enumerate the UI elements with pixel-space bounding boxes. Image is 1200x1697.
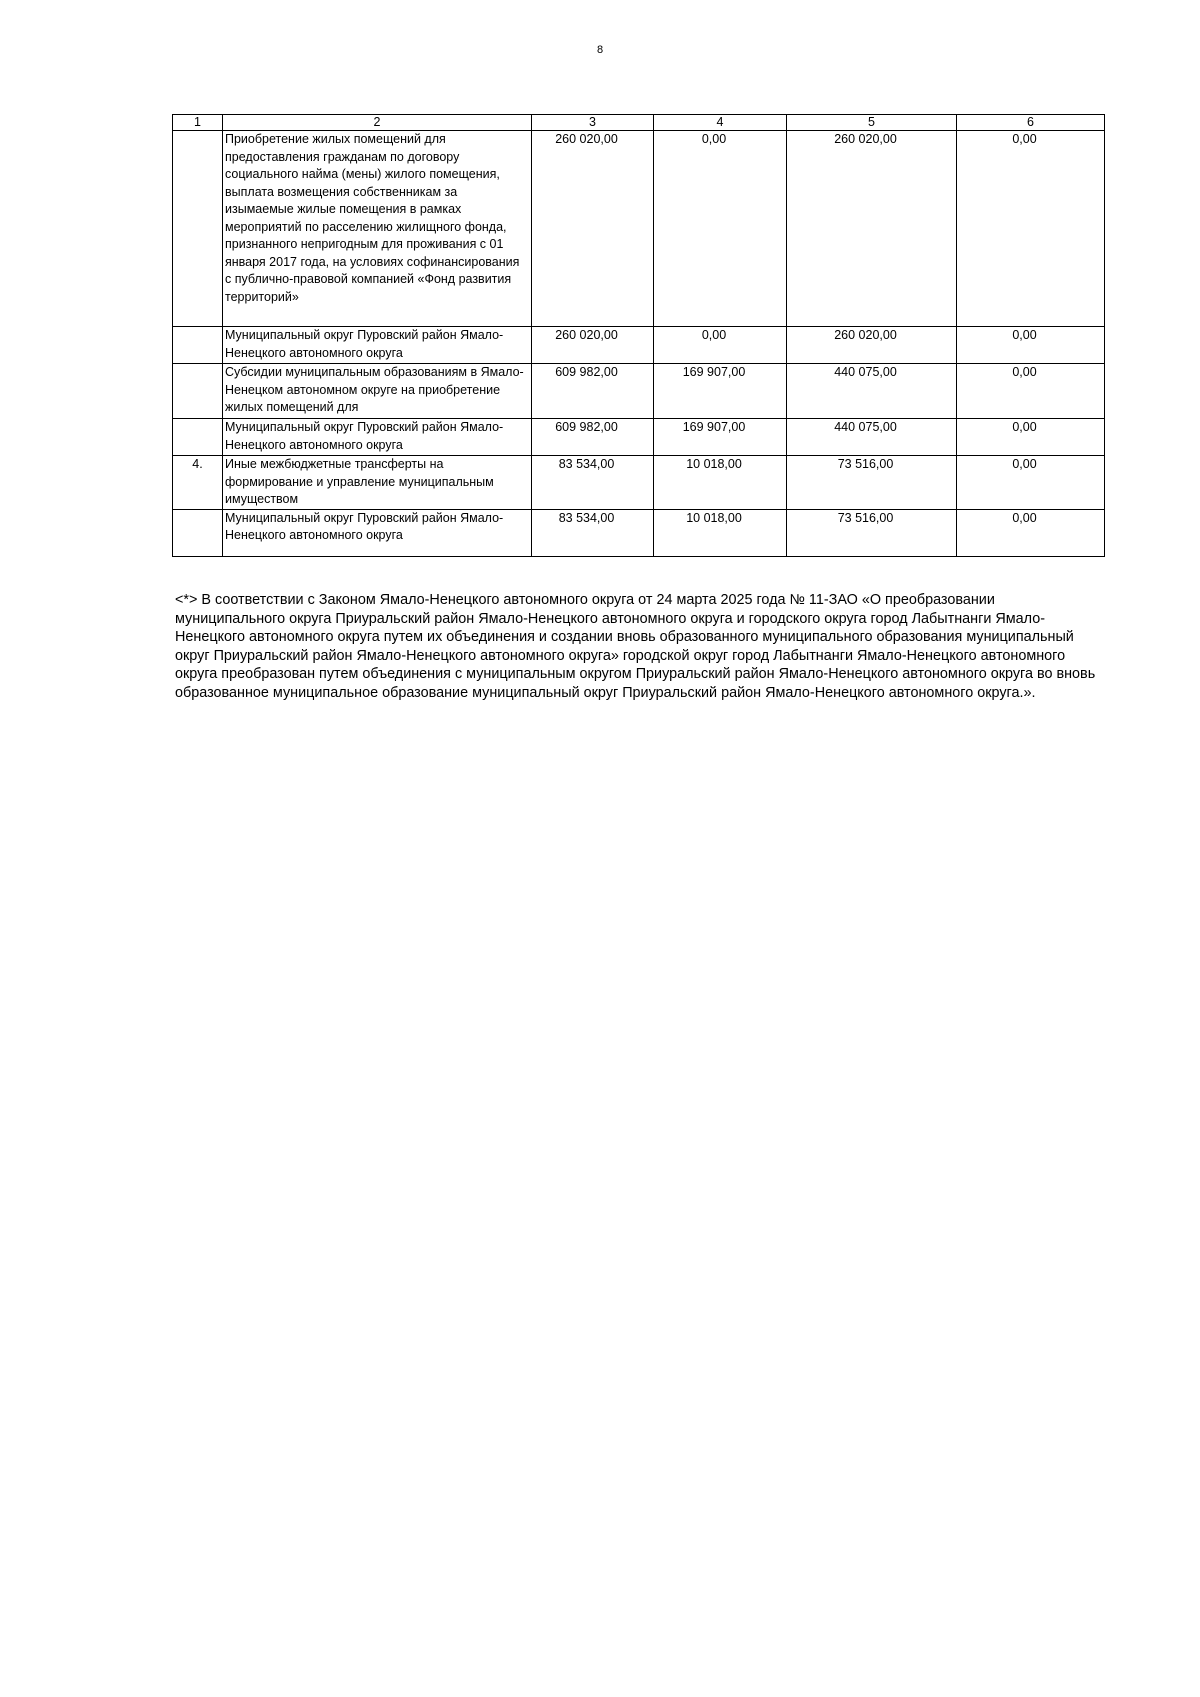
budget-table: [172, 114, 1105, 557]
row-number: [173, 509, 223, 556]
table-row: [173, 456, 1105, 510]
row-number: [173, 364, 223, 419]
value-col-5: 73 516,00: [787, 509, 957, 556]
table-row: [173, 509, 1105, 556]
row-description: Приобретение жилых помещений для предоставления гражданам по договору социального найма (мены) жилого помещения, выплата возмещения собственникам за изымаемые жилые помещения в рамках мероприятий по расселению жилищного фонда, признанного непригодным для проживания с 01 января 2017 года, на условиях софинансирования с публично-правовой компанией «Фонд развития территорий»: [223, 131, 532, 327]
value-col-3: 609 982,00: [532, 419, 654, 456]
page-number: 8: [596, 44, 604, 56]
value-col-4: 169 907,00: [654, 364, 787, 419]
table-row: [173, 131, 1105, 327]
row-number: [173, 419, 223, 456]
value-col-6: 0,00: [957, 419, 1105, 456]
column-header: 2: [223, 115, 532, 131]
value-col-6: 0,00: [957, 456, 1105, 510]
table-row: [173, 364, 1105, 419]
footnote: <*> В соответствии с Законом Ямало-Ненецкого автономного округа от 24 марта 2025 года № 11-ЗАО «О преобразовании муниципального округа Приуральский район Ямало-Ненецкого автономного округа и городского округа город Лабытнанги Ямало-Ненецкого автономного округа путем их объединения и создании вновь образованного муниципального образования муниципальный округ Приуральский район Ямало-Ненецкого автономного округа» городской округ город Лабытнанги Ямало-Ненецкого автономного округа преобразован путем объединения с муниципальным округом Приуральский район Ямало-Ненецкого автономного округа во вновь образованное муниципальное образование муниципальный округ Приуральский район Ямало-Ненецкого автономного округа.».: [175, 592, 1096, 701]
value-col-3: 83 534,00: [532, 456, 654, 510]
value-col-3: 609 982,00: [532, 364, 654, 419]
value-col-6: 0,00: [957, 327, 1105, 364]
table-row: [173, 419, 1105, 456]
row-description: Муниципальный округ Пуровский район Ямало-Ненецкого автономного округа: [223, 509, 532, 556]
value-col-4: 0,00: [654, 131, 787, 327]
value-col-4: 169 907,00: [654, 419, 787, 456]
value-col-5: 260 020,00: [787, 131, 957, 327]
value-col-4: 10 018,00: [654, 456, 787, 510]
value-col-5: 73 516,00: [787, 456, 957, 510]
column-header: 5: [787, 115, 957, 131]
value-col-3: 260 020,00: [532, 327, 654, 364]
value-col-6: 0,00: [957, 509, 1105, 556]
column-header: 1: [173, 115, 223, 131]
row-description: Муниципальный округ Пуровский район Ямало-Ненецкого автономного округа: [223, 327, 532, 364]
column-header: 3: [532, 115, 654, 131]
value-col-5: 260 020,00: [787, 327, 957, 364]
row-description: Иные межбюджетные трансферты на формирование и управление муниципальным имуществом: [223, 456, 532, 510]
row-number: [173, 131, 223, 327]
value-col-3: 83 534,00: [532, 509, 654, 556]
row-description: Субсидии муниципальным образованиям в Ямало-Ненецком автономном округе на приобретение жилых помещений для: [223, 364, 532, 419]
value-col-4: 0,00: [654, 327, 787, 364]
table-row: [173, 327, 1105, 364]
value-col-3: 260 020,00: [532, 131, 654, 327]
column-header: 6: [957, 115, 1105, 131]
column-header: 4: [654, 115, 787, 131]
table-header-row: [173, 115, 1105, 131]
value-col-4: 10 018,00: [654, 509, 787, 556]
value-col-5: 440 075,00: [787, 364, 957, 419]
row-number: [173, 327, 223, 364]
row-description: Муниципальный округ Пуровский район Ямало-Ненецкого автономного округа: [223, 419, 532, 456]
value-col-5: 440 075,00: [787, 419, 957, 456]
value-col-6: 0,00: [957, 131, 1105, 327]
value-col-6: 0,00: [957, 364, 1105, 419]
row-number: 4.: [173, 456, 223, 510]
